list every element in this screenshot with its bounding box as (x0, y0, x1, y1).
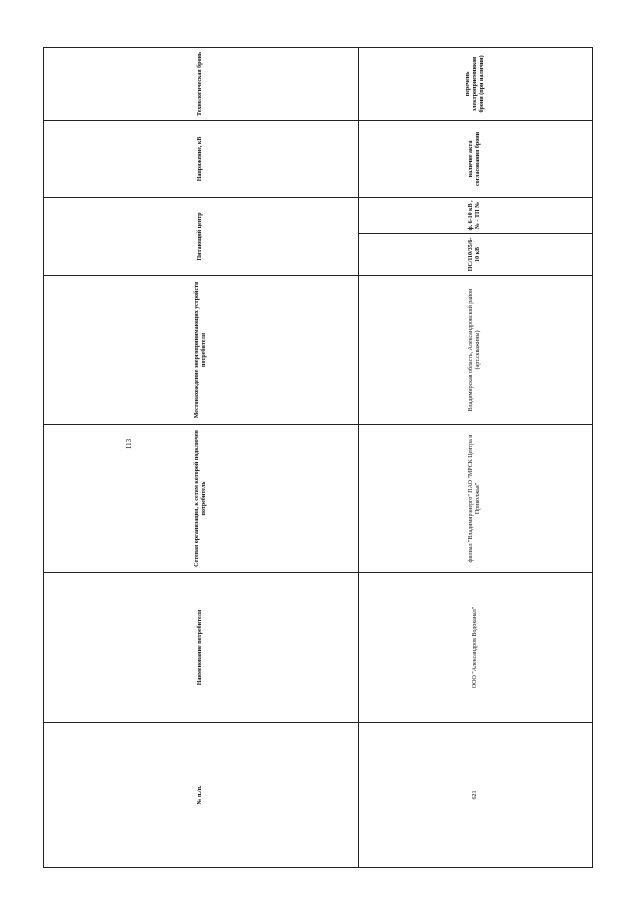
header-ps: ПС/110/35/6-10 кВ (358, 233, 592, 275)
header-tech-armor: Технологическая бронь (44, 47, 359, 120)
header-location: Местонахождение энергопринимающих устройств потребителя (44, 275, 359, 424)
rotated-table-wrapper (43, 47, 593, 868)
header-network: Сетевая организация, к сетям которой подключен потребитель (44, 424, 359, 572)
document-page (43, 47, 593, 868)
header-feeding-center: Питающий центр (44, 197, 359, 275)
header-consumer: Наименование потребителя (44, 572, 359, 722)
header-tech-agreement: наличие акта согласования брони (358, 120, 592, 197)
header-tech-list: перечень электроприемников брони (при наличии) (358, 47, 592, 120)
record-num: 621 (358, 723, 592, 868)
page-number: 113 (125, 438, 133, 450)
consumer-armor-table (43, 47, 593, 868)
header-num: № п./п. (44, 723, 359, 868)
header-feeder: ф. 6-10 кВ , № - ТП № (358, 197, 592, 233)
header-voltage: Напряжение, кВ (44, 120, 359, 197)
record-location: Владимирская область, Александровский район (арт.скважины) (358, 275, 592, 424)
record-network: филиал "Владимирэнерго" ПАО "МРСК Центра и Приволжья" (358, 424, 592, 572)
record-consumer: ООО "Александров Водоканал" (358, 572, 592, 722)
